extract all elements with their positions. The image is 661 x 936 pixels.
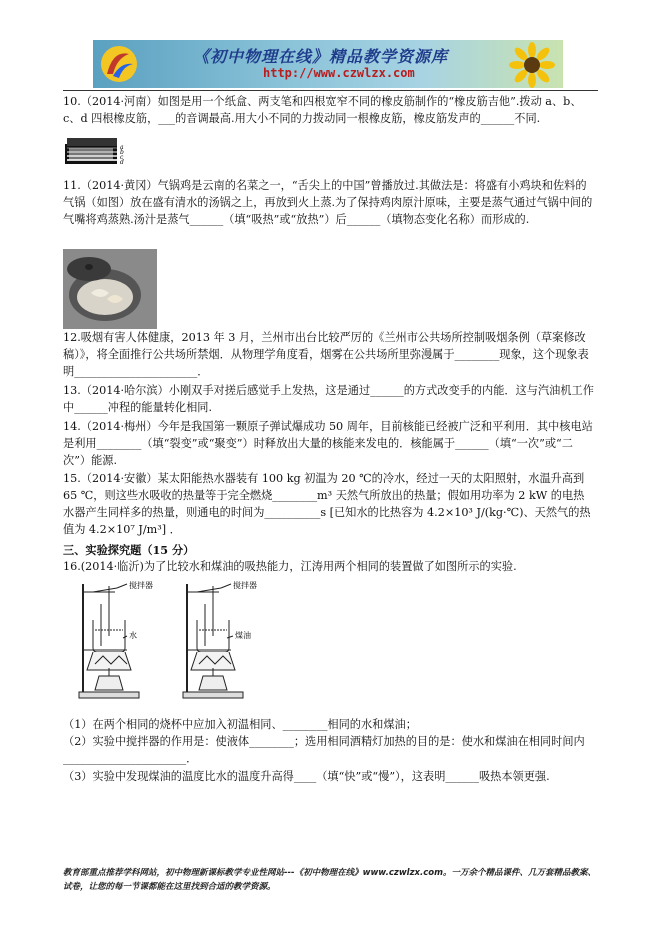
- question-16-part-3: （3）实验中发现煤油的温度比水的温度升高得____（填“快”或“慢”），这表明______吸热本领更强.: [63, 770, 550, 783]
- question-16: 16.(2014·临沂)为了比较水和煤油的吸热能力，江涛用两个相同的装置做了如图所示的实验.: [63, 560, 517, 573]
- question-12: 12.吸烟有害人体健康，2013 年 3 月，兰州市出台比较严厉的《兰州市公共场所控制吸烟条例（草案修改稿）》，将全面推行公共场所禁烟．从物理学角度看，烟雾在公共场所里弥漫属于________现象，这个现象表明______________________．: [63, 331, 589, 378]
- header-banner: [93, 40, 563, 88]
- guitar-label-c: c: [120, 154, 124, 161]
- question-10: 10.（2014·河南）如图是用一个纸盒、两支笔和四根宽窄不同的橡皮筋制作的“橡皮筋吉他”.拨动 a、b、c、d 四根橡皮筋，___的音调最高.用大小不同的力拨动同一根橡皮筋，橡皮筋发声的______不同.: [63, 95, 582, 125]
- banner-url: http://www.czwlzx.com: [263, 66, 415, 80]
- right-stirrer-label: 搅拌器: [233, 581, 257, 590]
- question-14: 14.（2014·梅州）今年是我国第一颗原子弹试爆成功 50 周年，目前核能已经被广泛和平利用．其中核电站是利用________（填“裂变”或“聚变”）时释放出大量的核能来发电的．核能属于______（填“一次”或“二次”）能源.: [63, 420, 593, 467]
- guitar-label-d: d: [120, 159, 124, 166]
- steam-pot-photo: [63, 249, 157, 329]
- question-15: 15.（2014·安徽）某太阳能热水器装有 100 kg 初温为 20 ℃的冷水，经过一天的太阳照射，水温升高到 65 ℃，则这些水吸收的热量等于完全燃烧________m³ 天然气所放出的热量；假如用功率为 2 kW 的电热水器产生同样多的热量，则通电的时间为__________s [已知水的比热容为 4.2×10³ J/(kg·℃)、天然气的热值为 4.2×10⁷ J/m³] ．: [63, 472, 591, 536]
- site-logo-icon: [99, 44, 139, 84]
- question-16-part-1: （1）在两个相同的烧杯中应加入初温相同、________相同的水和煤油；: [63, 718, 417, 731]
- header-rule: [63, 90, 598, 91]
- question-13: 13.（2014·哈尔滨）小刚双手对搓后感觉手上发热，这是通过______的方式改变手的内能．这与汽油机工作中______冲程的能量转化相同.: [63, 384, 594, 414]
- banner-title: 《初中物理在线》精品教学资源库: [193, 47, 449, 66]
- rubber-band-guitar-figure: [63, 130, 127, 168]
- heating-apparatus-figure: [73, 580, 293, 706]
- sunflower-icon: [509, 42, 555, 88]
- left-liquid-label: 水: [129, 631, 137, 640]
- question-11: 11.（2014·黄冈）气锅鸡是云南的名菜之一，“舌尖上的中国”曾播放过.其做法是：将盛有小鸡块和佐料的气锅（如图）放在盛有清水的汤锅之上，再放到火上蒸.为了保持鸡肉原汁原味，主要是蒸气通过气锅中间的气嘴将鸡蒸熟.汤汁是蒸气______（填“吸热”或“放热”）后______（填物态变化名称）而形成的.: [63, 179, 593, 226]
- section-3-heading: 三、实验探究题（15 分）: [63, 543, 195, 557]
- right-liquid-label: 煤油: [235, 631, 251, 640]
- guitar-label-a: a: [120, 144, 124, 151]
- guitar-label-b: b: [120, 149, 124, 156]
- question-16-part-2: （2）实验中搅拌器的作用是：使液体________；选用相同酒精灯加热的目的是：使水和煤油在相同时间内______________________．: [63, 735, 585, 765]
- page-footer: 教育部重点推荐学科网站，初中物理新课标教学专业性网站---《初中物理在线》www.czwlzx.com。一万余个精品课件、几万套精品教案、试卷，让您的每一节课都能在这里找到合适的教学资源。: [63, 868, 596, 892]
- left-stirrer-label: 搅拌器: [129, 581, 153, 590]
